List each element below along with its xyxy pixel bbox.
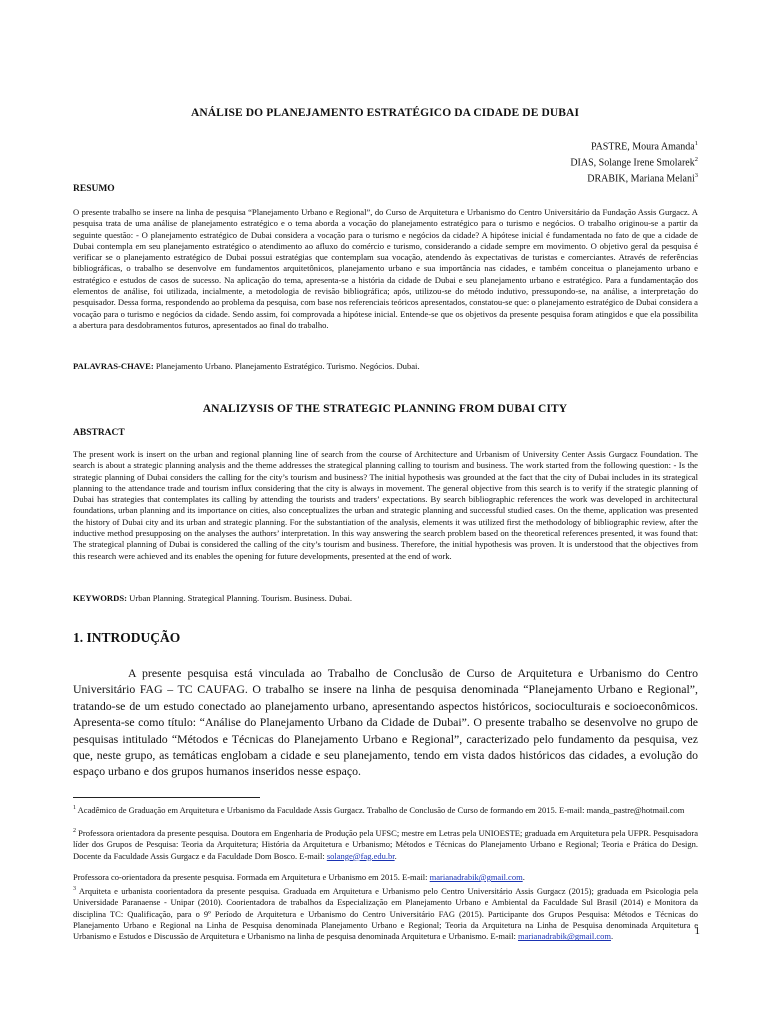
author-name: PASTRE, Moura Amanda	[590, 141, 695, 153]
palavras-chave-label: PALAVRAS-CHAVE:	[73, 361, 154, 371]
page-number: 1	[694, 925, 700, 937]
footnote-2b	[73, 872, 698, 883]
keywords-text: Urban Planning. Strategical Planning. Tourism. Business. Dubai.	[129, 593, 353, 603]
footnote-separator	[73, 797, 260, 798]
author-name: DIAS, Solange Irene Smolarek	[570, 157, 695, 169]
footnote-3	[73, 884, 698, 943]
footnote-mark: 3	[73, 886, 76, 892]
footnote-mark: 1	[73, 805, 76, 811]
author-3	[570, 170, 698, 186]
keywords	[73, 593, 698, 604]
email-link[interactable]: solange@fag.edu.br	[326, 850, 395, 861]
paper-title-en: ANALIZYSIS OF THE STRATEGIC PLANNING FROM DUBAI CITY	[202, 403, 568, 415]
paper-title-pt: ANÁLISE DO PLANEJAMENTO ESTRATÉGICO DA CIDADE DE DUBAI	[190, 107, 580, 119]
author-2	[570, 154, 698, 170]
footnote-mark: 3	[694, 171, 698, 179]
section-heading: 1. INTRODUÇÃO	[73, 630, 181, 645]
footnote-2	[73, 826, 698, 862]
abstract-heading: ABSTRACT	[73, 428, 125, 438]
footnote-2b-text: Professora co-orientadora da presente pesquisa. Formada em Arquitetura e Urbanismo em 2015. E-mail:	[73, 872, 428, 882]
footnote-mark: 1	[694, 140, 698, 147]
resumo-heading: RESUMO	[73, 184, 115, 194]
footnote-mark: 2	[694, 155, 698, 163]
punctuation: .	[394, 850, 397, 861]
footnote-2-text: Professora orientadora da presente pesquisa. Doutora em Engenharia de Produção pela UFSC; mestre em Letras pela UNIOESTE; graduada em Arquitetura pela UFPR. Pesquisadora líder dos Grupos de Pesquisa: Teoria da Arquitetura; História da Arquitetura e Urbanismo; Métodos e Técnicas do Planejamento Urbano e Regional; Teoria e Prática do Design. Docente da Faculdade Assis Gurgacz e da Faculdade Dom Bosco. E-mail:	[73, 827, 699, 861]
palavras-chave-text: Planejamento Urbano. Planejamento Estratégico. Turismo. Negócios. Dubai.	[155, 361, 420, 371]
keywords-label: KEYWORDS:	[73, 593, 127, 603]
footnote-1-text: Acadêmico de Graduação em Arquitetura e Urbanismo da Faculdade Assis Gurgacz. Trabalho de Conclusão de Curso de formando em 2015. E-mail: manda_pastre@hotmail.com	[77, 804, 685, 815]
footnote-1	[73, 803, 698, 816]
resumo-body: O presente trabalho se insere na linha de pesquisa “Planejamento Urbano e Regional”, do Curso de Arquitetura e Urbanismo do Centro Universitário da Fundação Assis Gurgacz. A pesquisa trata de uma análise de planejamento estratégico e o tema aborda a vocação do planejamento estratégico para o turismo e negócios. O trabalho originou-se a partir da seguinte questão: - O planejamento estratégico de Dubai considera a vocação para o turismo e negócios da cidade? A hipótese inicial é fundamentada no fato de que a cidade de Dubai contempla em seu planejamento estratégico o atendimento ao afluxo do comércio e turismo, considerando a cidade sempre em movimento. O objetivo geral da pesquisa é verificar se o planejamento estratégico de Dubai possui estratégias que contemplam sua vocação, atendendo às expectativas de turistas e comerciantes. Através de referências bibliográficas, o trabalho se desenvolve em fundamentos arquitetônicos, planejamento urbano e sua importância nas cidades, e também conceitua o planejamento urbano e estratégico e estudos de casos de sucesso. Na aplicação do tema, apresenta-se a história da cidade de Dubai e seu planejamento urbano e estratégico. Para a fundamentação dos elementos de análise, foi utilizada, incialmente, a metodologia de revisão bibliográfica; após, utilizou-se do método indutivo, pressupondo-se, na análise, a interpretação do pesquisador. Dessa forma, respondendo ao problema da pesquisa, com base nos referenciais teóricos apresentados, constatou-se que: o planejamento estratégico de Dubai considera a vocação para o turismo e negócios da cidade. Sendo assim, foi comprovada a hipótese inicial. Entende-se que os objetivos da presente pesquisa foram atingidos e que ela possibilita a abertura para desdobramentos futuros, apresentados ao final do trabalho.	[73, 207, 698, 330]
palavras-chave	[73, 361, 698, 372]
email-link[interactable]: marianadrabik@gmail.com	[429, 872, 523, 882]
footnote-3-text: Arquiteta e urbanista coorientadora da presente pesquisa. Graduada em Arquitetura e Urbanismo pelo Centro Universitário Assis Gurgacz (2015); graduada em Psicologia pela Universidade Paranaense - Unipar (2010). Coorientadora de trabalhos da Especialização em Planejamento Urbano e Ambiental da Faculdade Sul Brasil (2014) e Monitora da disciplina TC: Qualificação, para o 9º Período de Arquitetura e Urbanismo do Centro Universitário FAG (2015). Participante dos Grupos Pesquisa: Métodos e Técnicas do Planejamento Urbano e Regional na Linha de Pesquisa denominada Planejamento Urbano e Regional; Teoria da Arquitetura na Linha de Pesquisa denominada Arquitetura e Urbanismo e Estudos e Discussão de Arquitetura e Urbanismo na linha de pesquisa denominada Arquitetura e Urbanismo. E-mail:	[73, 885, 698, 942]
footnote-mark: 2	[73, 828, 76, 834]
abstract-body: The present work is insert on the urban and regional planning line of search from the course of Architecture and Urbanism of University Center Assis Gurgacz Foundation. The search is about a strategic planning analysis and the theme addresses the strategical planning calling to tourism and business. The work started from the following question: - Is the strategic planning of Dubai considers the calling for the city’s tourism and business? The initial hypothesis was grounded at the fact that the city of Dubai includes in its strategical planning to the attendance trade and tourism influx considering that the city is always in movement. The general objective from this search is to verify if the strategic planning of Dubai has strategies that contemplates its calling by attending the tourists and traders’ expectations. By search bibliographic references the work was developed in architectural foundations, urban planning and its importance on cities, also conceptualizes the urban and strategic planning and successful studied cases. On the theme, application was presented the history of Dubai city and its urban and strategic planning. For the substantiation of the analysis, elements it was utilized first the methodology of bibliographic review, after the inductive method presupposing on the analyses the authors’ interpretation. In this way answering the search problem based on the theoretical references presented, it was found that: The strategical planning of Dubai is considered the calling of the city’s tourism and business. Therefore, the initial hypothesis was proven. It is understood that the objectives from this research were achieved and its enables the opening for future developments, presented at the end of work.	[73, 449, 698, 561]
author-list	[570, 138, 698, 185]
author-name: DRABIK, Mariana Melani	[587, 172, 695, 184]
intro-paragraph: A presente pesquisa está vinculada ao Trabalho de Conclusão de Curso de Arquitetura e Urbanismo do Centro Universitário FAG – TC CAUFAG. O trabalho se insere na linha de pesquisa denominada “Planejamento Urbano e Regional”, tratando-se de um estudo conectado ao planejamento urbano, apresentando aspectos históricos, socioculturais e socioeconômicos. Apresenta-se como título: “Análise do Planejamento Urbano da Cidade de Dubai”. O presente trabalho se desenvolve no grupo de pesquisas intitulado “Métodos e Técnicas do Planejamento Urbano e Regional”, caracterizado pelo fundamento da pesquisa, vez que, neste grupo, as temáticas englobam a cidade e seu planejamento, tendo em vista dados históricos das cidades, a evolução do espaço urbano e dos grupos humanos inseridos nesse espaço.	[73, 666, 698, 779]
punctuation: .	[611, 931, 614, 942]
punctuation: .	[522, 872, 525, 882]
author-1	[570, 138, 698, 154]
email-link[interactable]: marianadrabik@gmail.com	[517, 931, 611, 942]
